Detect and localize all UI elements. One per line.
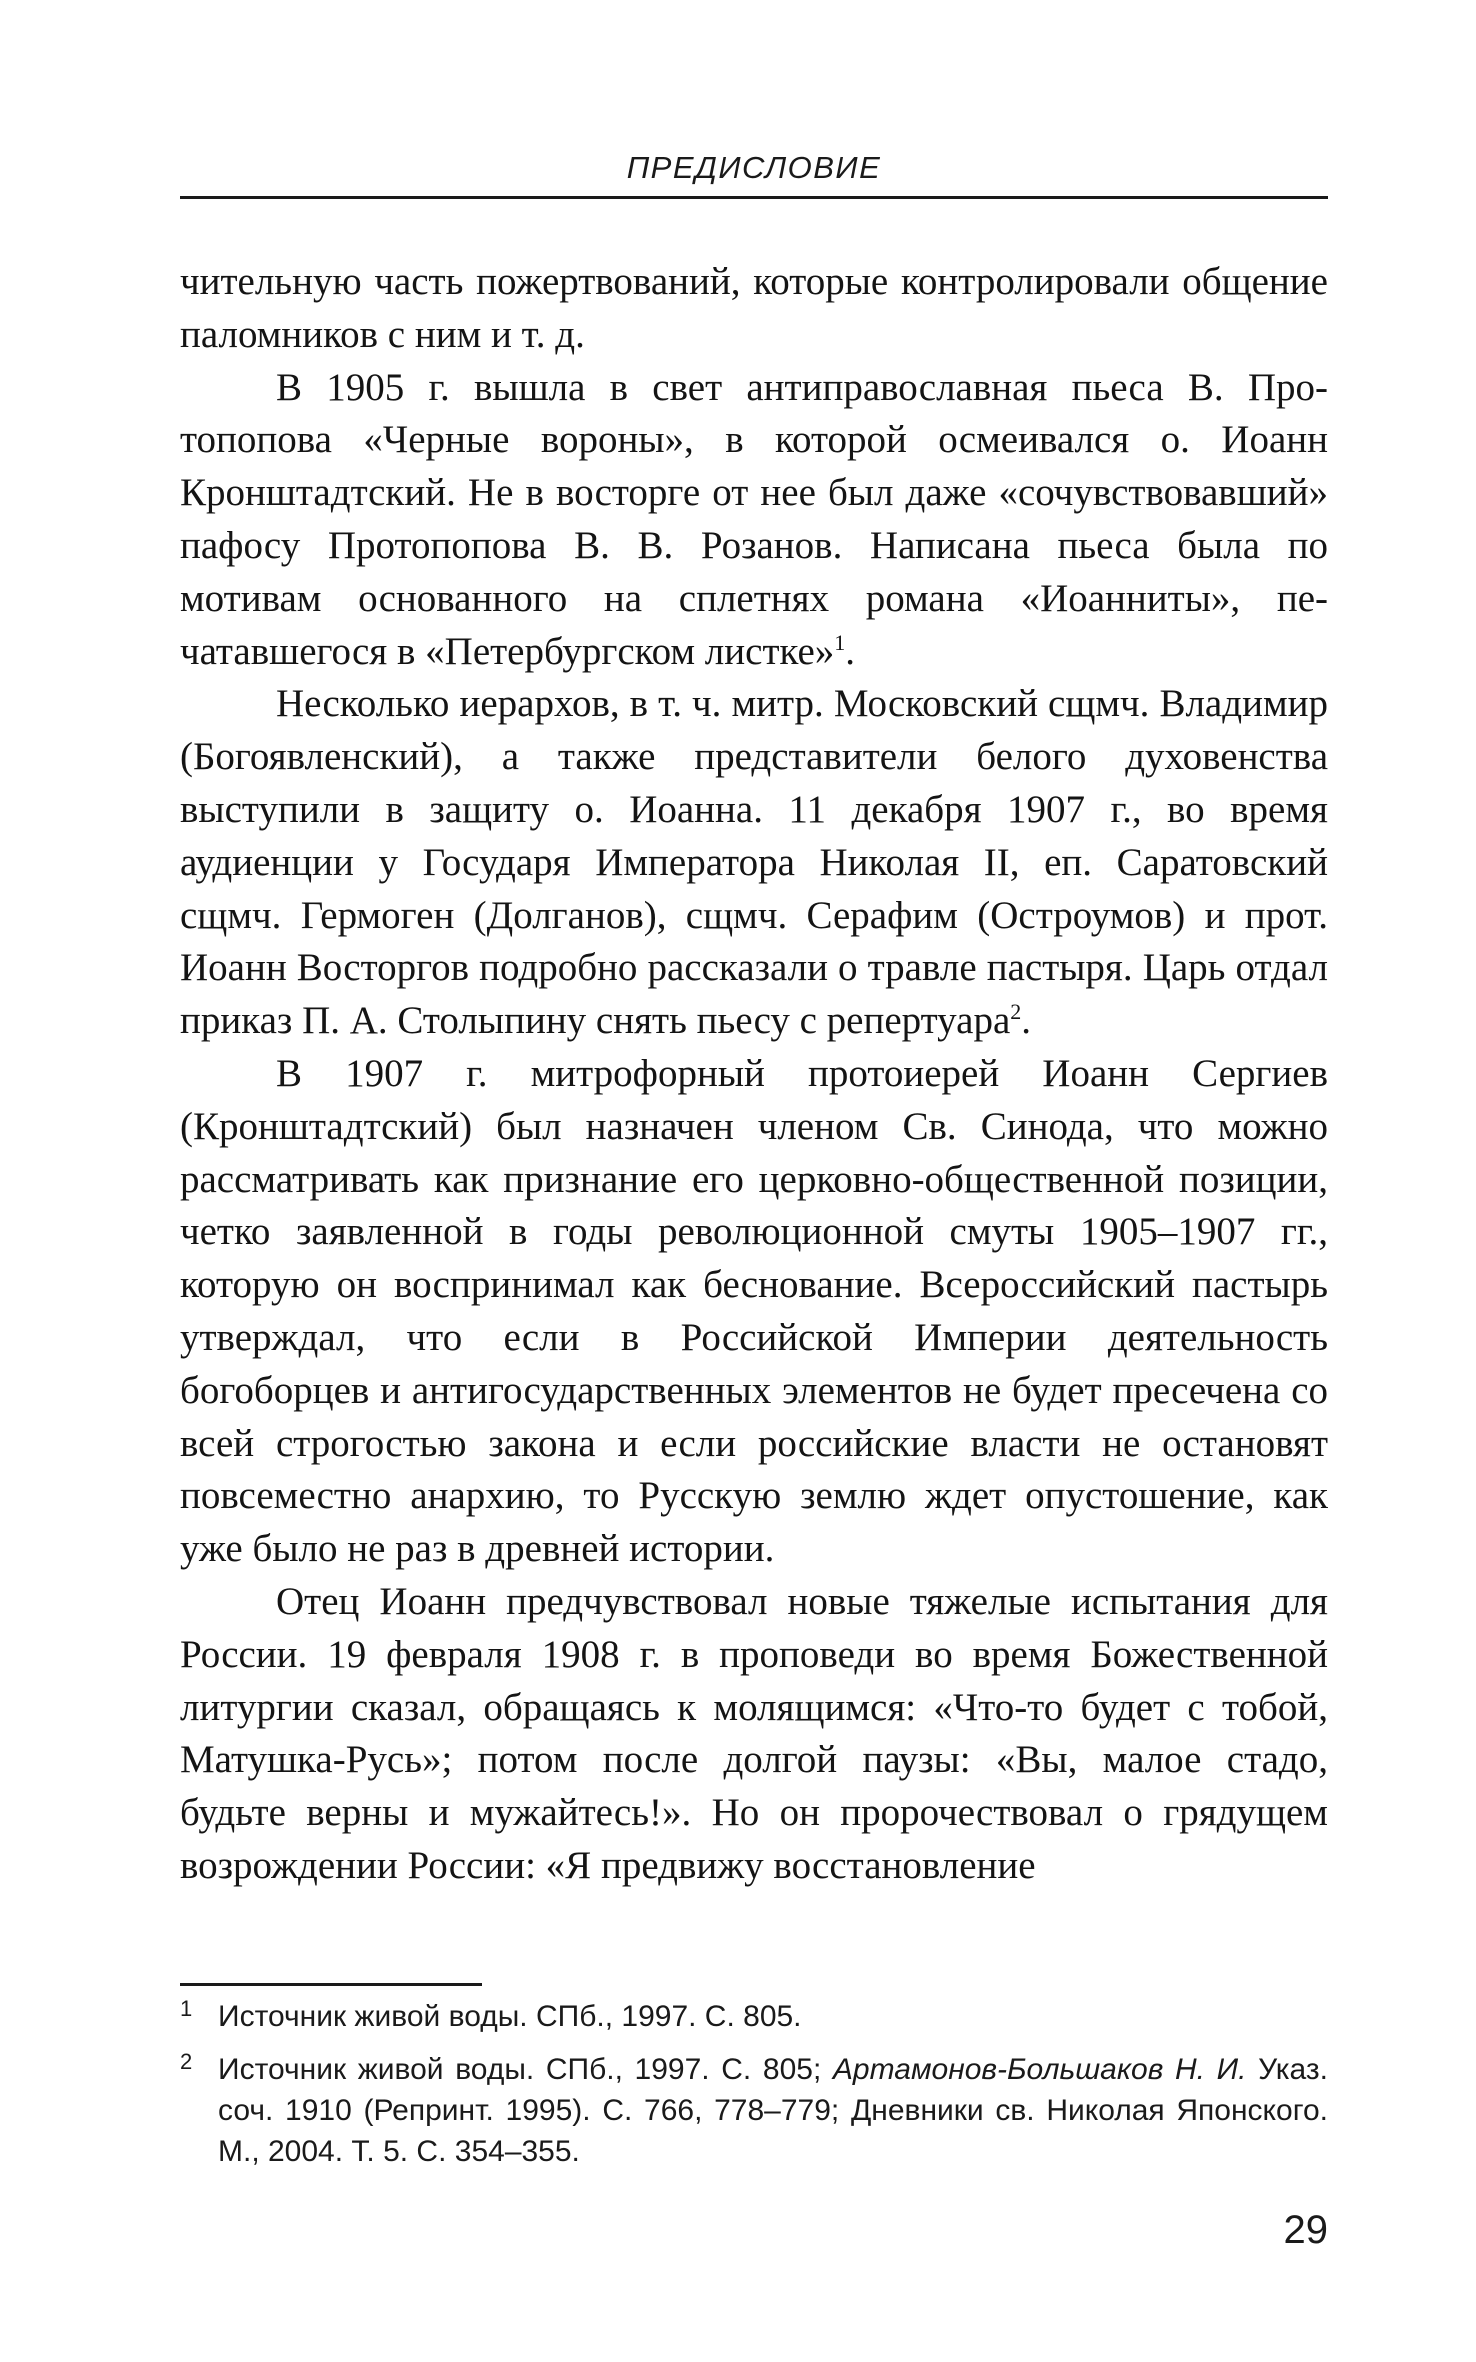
footnote-number: 2 — [180, 2049, 193, 2074]
page-number: 29 — [1283, 2208, 1328, 2252]
running-header: ПРЕДИСЛОВИЕ — [626, 150, 882, 185]
paragraph-end: . — [1021, 999, 1032, 1043]
paragraph — [180, 678, 1328, 1048]
paragraph-continued — [180, 256, 1328, 362]
header-divider — [180, 196, 1328, 199]
paragraph-text: Несколько иерархов, в т. ч. митр. Московский сщмч. Владимир (Богоявленский), а также представители белого духовенства выступили в защиту о. Иоанна. 11 декабря 1907 г., во время аудиенции у Государя Императора Николая II, еп. Саратовский сщмч. Гермоген (Долганов), сщмч. Серафим (Остроумов) и прот. Иоанн Восторгов подробно рассказали о травле пастыря. Царь отдал приказ П. А. Столыпину снять пьесу с репертуара — [180, 682, 1328, 1043]
footnote-number: 1 — [180, 1996, 193, 2021]
footnotes — [180, 1996, 1328, 2184]
paragraph — [180, 362, 1328, 679]
footnote-text: Источник живой воды. СПб., 1997. С. 805; — [218, 2053, 833, 2086]
paragraph-text: чительную часть пожертвований, которые контролировали общение паломников с ним и т. д. — [180, 260, 1328, 356]
paragraph — [180, 1048, 1328, 1576]
footnote — [180, 1996, 1328, 2037]
main-text — [180, 256, 1328, 1893]
footnote-text: Указ. соч. 1910 (Репринт. 1995). С. 766, 778–779; Дневники св. Николая Японского. М., 2004. Т. 5. С. 354–355. — [218, 2053, 1328, 2168]
footnote-divider — [180, 1983, 482, 1986]
paragraph — [180, 1576, 1328, 1893]
footnote — [180, 2049, 1328, 2172]
footnote-text: Источник живой воды. СПб., 1997. С. 805. — [218, 2000, 802, 2033]
paragraph-text: Отец Иоанн предчувствовал новые тяжелые испытания для России. 19 февраля 1908 г. в проповеди во время Божественной литургии сказал, обращаясь к молящимся: «Что-то будет с тобой, Матушка-Русь»; потом после долгой паузы: «Вы, малое стадо, будьте верны и мужайтесь!». Но он пророчествовал о грядущем возрождении России: «Я предвижу восстановление — [180, 1579, 1328, 1887]
footnote-author: Артамонов-Большаков Н. И. — [832, 2053, 1247, 2086]
footnote-ref[interactable]: 2 — [1010, 999, 1022, 1025]
paragraph-end: . — [845, 629, 856, 673]
paragraph-text: В 1905 г. вышла в свет антиправославная пьеса В. Протопопова «Черные вороны», в которой осмеивался о. Иоанн Кронштадтский. Не в восторге от нее был даже «сочувствовавший» пафосу Протопопова В. В. Розанов. Написана пьеса была по мотивам основанного на сплетнях романа «Иоанниты», печатавшегося в «Петербургском листке» — [180, 365, 1328, 673]
footnote-ref[interactable]: 1 — [834, 629, 846, 655]
paragraph-text: В 1907 г. митрофорный протоиерей Иоанн Сергиев (Кронштадтский) был назначен членом Св. Синода, что можно рассматривать как признание его церковно-общественной позиции, четко заявленной в годы революционной смуты 1905–1907 гг., которую он воспринимал как беснование. Всероссийский пастырь утверждал, что если в Российской Империи деятельность богоборцев и антигосударственных элементов не будет пресечена со всей строгостью закона и если российские власти не остановят повсеместно анархию, то Русскую землю ждет опустошение, как уже было не раз в древней истории. — [180, 1051, 1328, 1571]
